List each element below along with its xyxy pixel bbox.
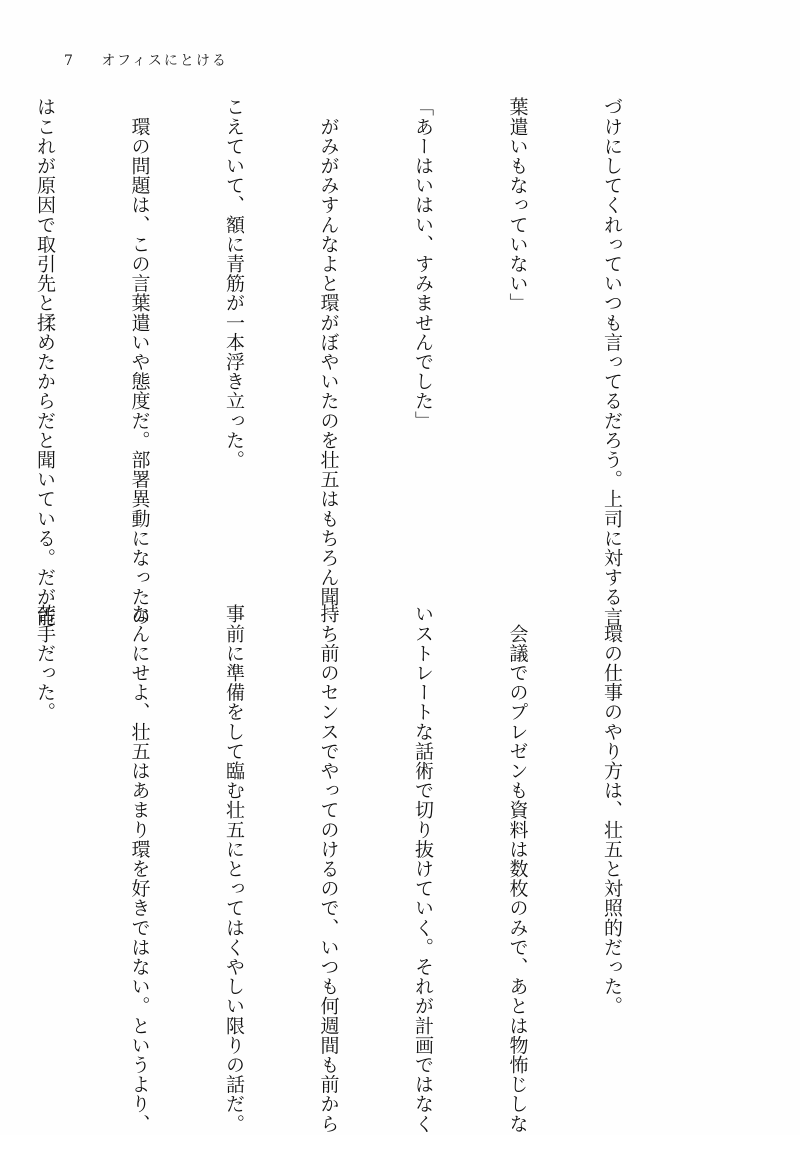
text-column: がみがみすんなよと環がぼやいたのを壮五はもちろん聞 — [317, 97, 340, 607]
page-number: 7 — [64, 53, 75, 69]
upper-text-block — [0, 97, 690, 627]
text-column: 会議でのプレゼンも資料は数枚のみで、あとは物怖じしな — [506, 604, 529, 1134]
text-column: はこれが原因で取引先と揉めたからだと聞いている。だが能 — [34, 97, 56, 627]
text-column: いストレートな話術で切り抜けていく。それが計画ではなく — [412, 604, 434, 1134]
text-column: なんにせよ、壮五はあまり環を好きではない。というより、 — [128, 604, 151, 1134]
text-column: 環の問題は、この言葉遣いや態度だ。部署異動になったの — [128, 97, 151, 627]
running-header — [64, 50, 228, 70]
text-column: 苦手だった。 — [34, 604, 56, 722]
text-column: 事前に準備をして臨む壮五にとってはくやしい限りの話だ。 — [223, 604, 245, 1134]
chapter-title: オフィスにとける — [101, 53, 228, 69]
text-column: こえていて、額に青筋が一本浮き立った。 — [223, 97, 245, 470]
text-column: 環の仕事のやり方は、壮五と対照的だった。 — [601, 604, 623, 1016]
text-column: づけにしてくれっていつも言ってるだろう。上司に対する言 — [601, 97, 623, 627]
lower-text-block — [0, 604, 690, 1134]
text-column: 葉遣いもなっていない」 — [506, 97, 529, 313]
text-column: 「あーはいはい、すみませんでした」 — [412, 97, 434, 431]
text-column: 持ち前のセンスでやってのけるので、いつも何週間も前から — [317, 604, 340, 1134]
